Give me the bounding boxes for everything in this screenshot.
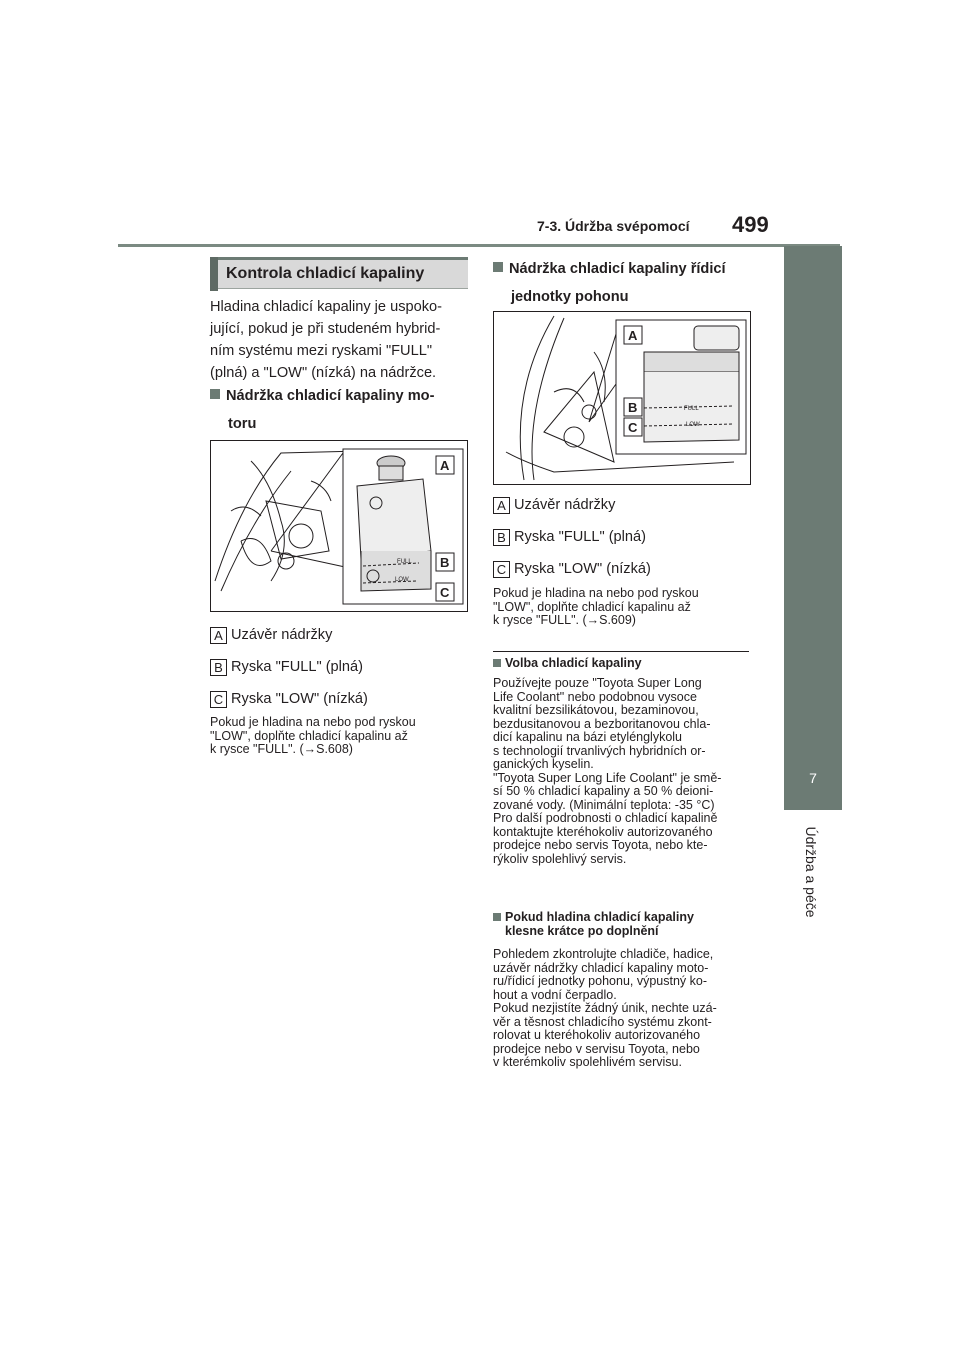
legend-item-low-2: C Ryska "LOW" (nízká) xyxy=(493,559,755,579)
chapter-label: Údržba a péče xyxy=(803,826,819,918)
level-drop-heading: Pokud hladina chladicí kapaliny klesne krátce po doplnění xyxy=(493,910,755,938)
coolant-choice-text: Používejte pouze "Toyota Super Long Life Coolant" nebo podobnou vysoce kvalitní bezsilikátovou, bezaminovou, bezdusitanovou a bezboritanovou chla- dicí kapalinu na bázi etylénglykolu s technologií trvanlivých hybridních or- ganických kyselin. "Toyota Super Long Life Coolant" je smě- sí 50 % chladicí kapaliny a 50 % deioni- zované vody. (Minimální teplota: -35 °C) Pro další podrobnosti o chladicí kapalině kontaktujte kteréhokoliv autorizovaného prodejce nebo servis Toyota, nebo kte- rýkoliv spolehlivý servis. xyxy=(493,676,722,866)
pcu-tank-figure xyxy=(493,311,751,485)
coolant-choice-heading: Volba chladicí kapaliny xyxy=(493,656,755,670)
engine-tank-legend xyxy=(210,625,472,709)
legend-item-full-2: B Ryska "FULL" (plná) xyxy=(493,527,755,547)
bullet-square-icon xyxy=(493,262,503,272)
legend-item-cap: A Uzávěr nádržky xyxy=(210,625,472,645)
chapter-tab xyxy=(784,246,842,810)
pcu-tank-illustration xyxy=(494,312,750,484)
section-title: Kontrola chladicí kapaliny xyxy=(210,257,468,289)
svg-text:B: B xyxy=(628,400,638,415)
bullet-square-icon xyxy=(493,659,501,667)
pcu-tank-legend xyxy=(493,495,755,579)
engine-tank-heading: Nádržka chladicí kapaliny mo- toru xyxy=(210,384,472,436)
engine-tank-note: Pokud je hladina na nebo pod ryskou "LOW", doplňte chladicí kapalinu až k rysce "FULL". (→S.608) xyxy=(210,715,416,756)
svg-text:C: C xyxy=(628,420,638,435)
svg-text:B: B xyxy=(440,555,450,570)
legend-item-low: C Ryska "LOW" (nízká) xyxy=(210,689,472,709)
intro-paragraph: Hladina chladicí kapaliny je uspoko- jující, pokud je při studeném hybrid- ním systému mezi ryskami "FULL" (plná) a "LOW" (nízká) na nádržce. xyxy=(210,299,443,381)
svg-text:A: A xyxy=(628,328,638,343)
fig-full-mark: FULL xyxy=(397,559,412,565)
legend-item-full: B Ryska "FULL" (plná) xyxy=(210,657,472,677)
bullet-square-icon xyxy=(210,389,220,399)
info-divider xyxy=(493,651,749,652)
chapter-number: 7 xyxy=(809,770,817,786)
engine-tank-illustration xyxy=(211,441,467,611)
svg-text:C: C xyxy=(440,585,450,600)
engine-tank-figure xyxy=(210,440,468,612)
fig-low-mark-2: LOW xyxy=(686,422,700,428)
legend-item-cap-2: A Uzávěr nádržky xyxy=(493,495,755,515)
svg-text:A: A xyxy=(440,458,450,473)
level-drop-text: Pohledem zkontrolujte chladiče, hadice, uzávěr nádržky chladicí kapaliny moto- ru/řídicí jednotky pohonu, výpustný ko- hout a vodní čerpadlo. Pokud nezjistíte žádný únik, nechte uzá- věr a těsnost chladicího systému zkont- rolovat u kteréhokoliv autorizovaného prodejce nebo v servisu Toyota, nebo v kterémkoliv spolehlivém servisu. xyxy=(493,947,717,1069)
fig-low-mark: LOW xyxy=(395,577,409,583)
page-number: 499 xyxy=(732,212,769,237)
bullet-square-icon xyxy=(493,913,501,921)
fig-full-mark-2: FULL xyxy=(684,406,699,412)
header-rule xyxy=(118,244,840,247)
pcu-tank-note: Pokud je hladina na nebo pod ryskou "LOW", doplňte chladicí kapalinu až k rysce "FULL". (→S.609) xyxy=(493,586,699,627)
section-header: 7-3. Údržba svépomocí xyxy=(537,218,690,234)
pcu-tank-heading: Nádržka chladicí kapaliny řídicí jednotky pohonu xyxy=(493,257,755,309)
